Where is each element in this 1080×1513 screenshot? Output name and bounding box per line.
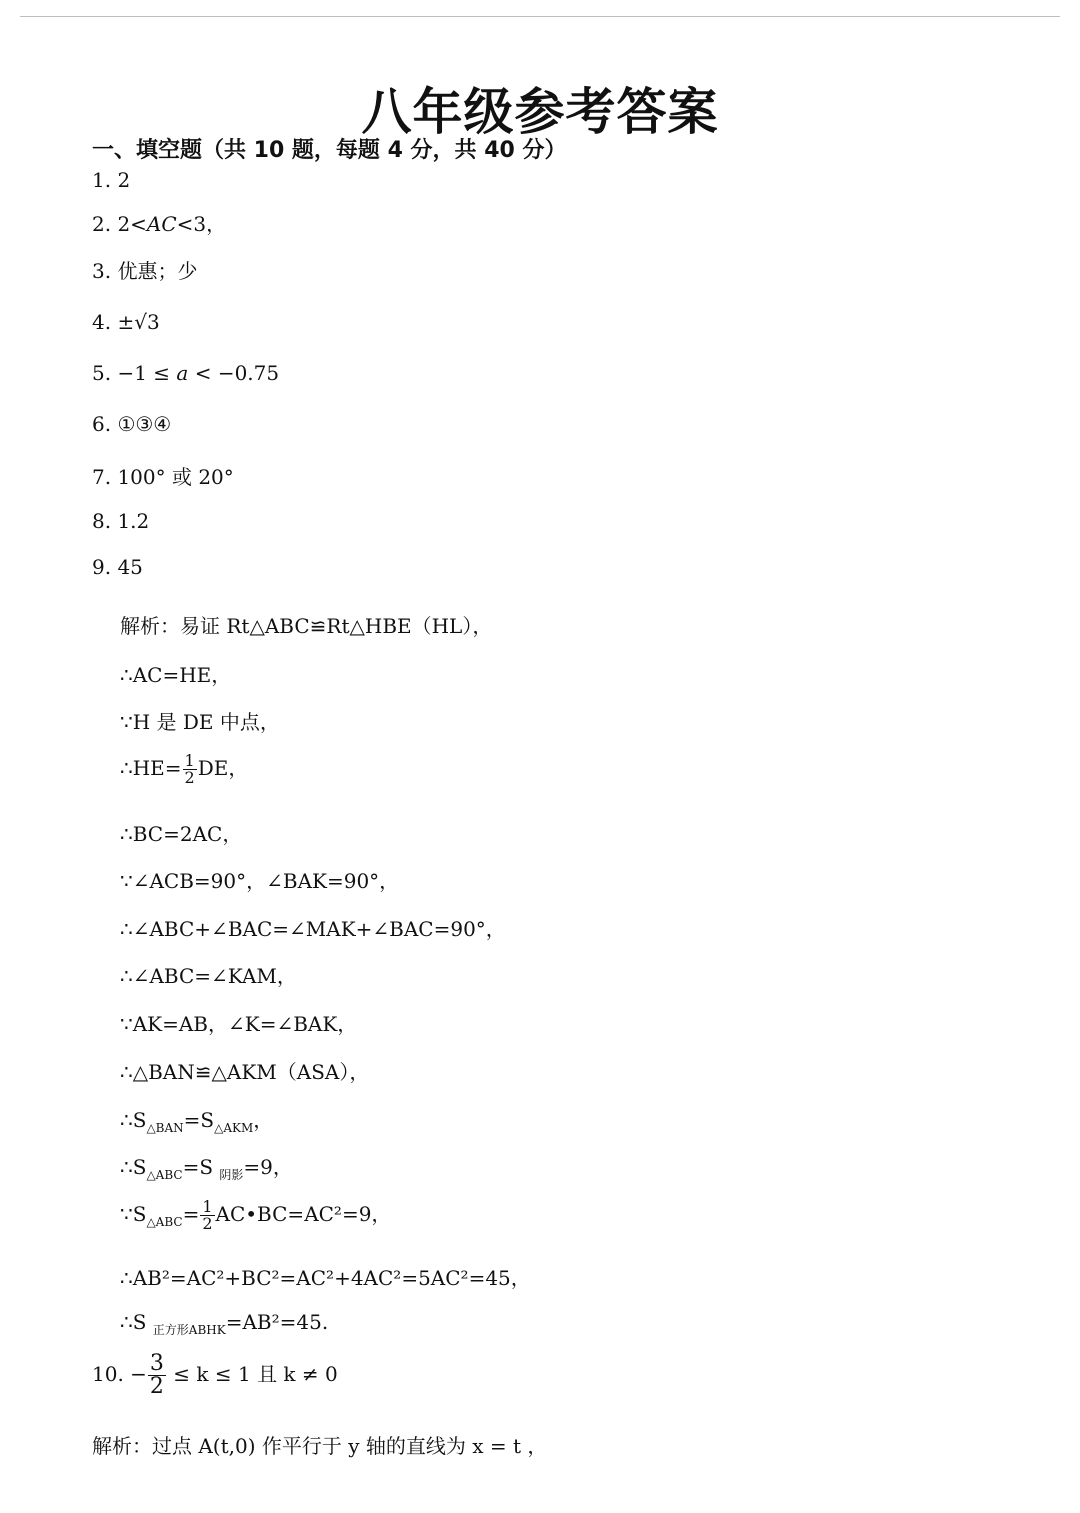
answer-1: 1. 2 (92, 168, 131, 192)
solution9-line-13-suffix: AC•BC=AC²=9， (215, 1202, 392, 1226)
solution9-line-15-suffix: =AB²=45. (225, 1310, 329, 1334)
solution9-line-10: ∴△BAN≌△AKM（ASA）， (120, 1060, 370, 1084)
answer-2 (92, 208, 226, 237)
solution9-line-5: ∴BC=2AC， (120, 822, 243, 846)
answer-2-variable: AC (146, 212, 177, 236)
fraction-half-2 (200, 1199, 214, 1232)
solution9-line-13-prefix: ∵S (120, 1202, 147, 1226)
solution9-line-4-suffix: DE， (197, 756, 249, 780)
fraction-denominator-3: 2 (149, 1374, 164, 1399)
fraction-denominator-2: 2 (202, 1214, 213, 1233)
solution9-line-12-mid: =S (182, 1155, 220, 1179)
subscript-triangle-akm: △AKM (214, 1121, 254, 1135)
answer-5-variable: a (176, 361, 189, 385)
solution9-line-13-eq: = (182, 1202, 200, 1226)
fraction-numerator-2: 1 (202, 1197, 213, 1216)
fraction-half (183, 753, 197, 786)
subscript-triangle-abc: △ABC (146, 1168, 183, 1182)
subscript-triangle-ban: △BAN (146, 1121, 184, 1135)
subscript-square: 正方形ABHK (152, 1323, 226, 1337)
answer-5 (92, 361, 279, 385)
answer-8: 8. 1.2 (92, 509, 150, 533)
solution10-line-1: 解析：过点 A(t,0) 作平行于 y 轴的直线为 x = t ， (92, 1434, 548, 1458)
answer-10 (92, 1353, 338, 1398)
fraction-three-halves (148, 1353, 166, 1398)
answer-2-prefix: 2. 2< (92, 212, 147, 236)
answer-6: 6. ①③④ (92, 412, 172, 436)
subscript-shaded: 阴影 (219, 1168, 244, 1182)
solution9-line-8: ∴∠ABC=∠KAM， (120, 964, 297, 988)
solution9-line-15 (120, 1310, 328, 1338)
solution9-line-11-mid: =S (183, 1108, 215, 1132)
section-heading: 一、填空题（共 10 题，每题 4 分，共 40 分） (92, 138, 567, 163)
answer-2-suffix: <3， (176, 212, 227, 236)
answer-4-root: √3 (134, 310, 160, 334)
fraction-denominator: 2 (184, 768, 195, 787)
solution9-line-14: ∴AB²=AC²+BC²=AC²+4AC²=5AC²=45， (120, 1266, 531, 1290)
solution9-line-12-suffix: =9， (243, 1155, 293, 1179)
top-rule (20, 16, 1060, 17)
fraction-numerator-3: 3 (149, 1351, 164, 1376)
solution9-line-4-prefix: ∴HE= (120, 756, 182, 780)
solution9-line-4 (120, 752, 248, 786)
solution9-line-1: 解析：易证 Rt△ABC≌Rt△HBE（HL）， (120, 614, 493, 638)
solution9-line-12 (120, 1151, 293, 1183)
answer-7: 7. 100° 或 20° (92, 465, 234, 489)
solution9-line-6: ∵∠ACB=90°，∠BAK=90°， (120, 869, 400, 893)
solution9-line-11-prefix: ∴S (120, 1108, 147, 1132)
answer-4 (92, 310, 160, 334)
answer-10-prefix: 10. − (92, 1362, 147, 1386)
solution9-line-7: ∴∠ABC+∠BAC=∠MAK+∠BAC=90°， (120, 917, 506, 941)
solution9-line-3: ∵H 是 DE 中点， (120, 710, 280, 734)
answer-3: 3. 优惠；少 (92, 259, 198, 283)
solution9-line-9: ∵AK=AB，∠K=∠BAK， (120, 1012, 358, 1036)
fraction-numerator: 1 (184, 751, 195, 770)
answer-9: 9. 45 (92, 555, 143, 579)
solution9-line-11 (120, 1104, 273, 1135)
answer-5-prefix: 5. −1 ≤ (92, 361, 177, 385)
page-title: 八年级参考答案 (361, 83, 719, 141)
answer-10-suffix: ≤ k ≤ 1 且 k ≠ 0 (166, 1362, 338, 1386)
solution9-line-12-prefix: ∴S (120, 1155, 147, 1179)
answer-5-suffix: < −0.75 (188, 361, 280, 385)
solution9-line-13 (120, 1198, 391, 1232)
solution9-line-15-prefix: ∴S (120, 1310, 153, 1334)
subscript-triangle-abc-2: △ABC (146, 1215, 183, 1229)
solution9-line-11-suffix: ， (253, 1108, 274, 1132)
answer-4-prefix: 4. ± (92, 310, 135, 334)
solution9-line-2: ∴AC=HE， (120, 663, 232, 687)
